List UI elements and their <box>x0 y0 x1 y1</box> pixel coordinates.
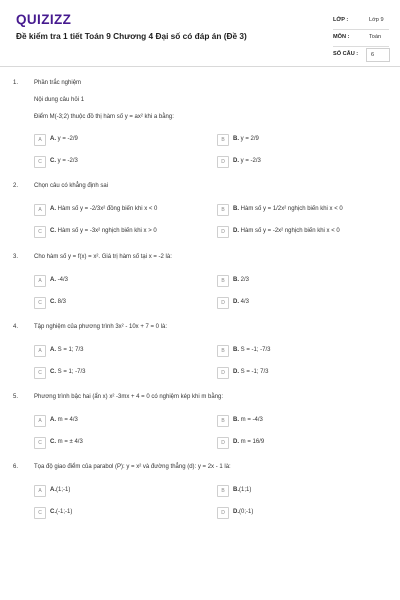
option-a[interactable] <box>34 415 184 428</box>
option-label: B. <box>233 487 239 493</box>
option-text: m = ± 4/3 <box>57 439 83 445</box>
option-label: D. <box>233 509 239 515</box>
option-letter-box: D <box>217 297 229 309</box>
option-text: m = 4/3 <box>57 417 78 423</box>
question-text: Tập nghiệm của phương trình 3x² - 10x + 7 = 0 là: <box>34 324 168 330</box>
option-letter-box: D <box>217 437 229 449</box>
option-a[interactable] <box>34 345 184 358</box>
option-text: (1;-1) <box>56 487 71 493</box>
option-b[interactable] <box>217 134 367 147</box>
question-text: Phương trình bậc hai (ẩn x) x² -3mx + 4 = 0 có nghiệm kép khi m bằng: <box>34 394 224 400</box>
option-text: (0;-1) <box>239 509 254 515</box>
worksheet-title: Đề kiểm tra 1 tiết Toán 9 Chương 4 Đại số có đáp án (Đề 3) <box>16 31 247 41</box>
option-text: (1;1) <box>239 487 252 493</box>
option-c[interactable] <box>34 226 184 239</box>
option-letter-box: C <box>34 226 46 238</box>
question-number: 1. <box>13 80 19 86</box>
option-letter-box: C <box>34 437 46 449</box>
question-text: Điểm M(-3;2) thuộc đồ thị hàm số y = ax² khi a bằng: <box>34 114 174 120</box>
option-label: A. <box>50 347 56 353</box>
option-c[interactable] <box>34 507 184 520</box>
meta-row-count <box>333 47 389 63</box>
option-b[interactable] <box>217 485 367 498</box>
option-letter-box: C <box>34 297 46 309</box>
question-text: Cho hàm số y = f(x) = x². Giá trị hàm số tại x = -2 là: <box>34 254 172 260</box>
option-label: B. <box>233 417 239 423</box>
quizizz-logo: QUIZIZZ <box>16 12 72 27</box>
option-label: D. <box>233 369 239 375</box>
option-label: C. <box>50 299 56 305</box>
option-letter-box: D <box>217 507 229 519</box>
option-text: 4/3 <box>240 299 250 305</box>
option-letter-box: A <box>34 204 46 216</box>
question-text: Tọa độ giao điểm của parabol (P): y = x² và đường thẳng (d): y = 2x - 1 là: <box>34 464 231 470</box>
option-text: Hàm số y = 1/2x² nghịch biến khi x < 0 <box>240 206 343 212</box>
option-text: Hàm số y = -2/3x² đồng biến khi x < 0 <box>57 206 158 212</box>
option-letter-box: B <box>217 134 229 146</box>
option-label: A. <box>50 206 56 212</box>
option-letter-box: C <box>34 156 46 168</box>
option-text: Hàm số y = -3x² nghịch biến khi x > 0 <box>57 228 157 234</box>
option-d[interactable] <box>217 156 367 169</box>
option-letter-box: A <box>34 415 46 427</box>
option-label: B. <box>233 277 239 283</box>
question-text: Chọn câu có khẳng định sai <box>34 183 109 189</box>
option-d[interactable] <box>217 297 367 310</box>
option-text: Hàm số y = -2x² nghịch biến khi x < 0 <box>240 228 340 234</box>
option-a[interactable] <box>34 275 184 288</box>
option-text: S = -1; 7/3 <box>240 369 269 375</box>
option-label: D. <box>233 158 239 164</box>
option-c[interactable] <box>34 437 184 450</box>
option-label: A. <box>50 277 56 283</box>
question-number: 2. <box>13 183 19 189</box>
meta-value: Toán <box>369 34 382 40</box>
meta-label: LỚP : <box>333 17 349 23</box>
option-d[interactable] <box>217 437 367 450</box>
option-b[interactable] <box>217 415 367 428</box>
option-text: 2/3 <box>240 277 250 283</box>
option-text: S = 1; -7/3 <box>57 369 86 375</box>
option-letter-box: B <box>217 204 229 216</box>
option-letter-box: B <box>217 345 229 357</box>
option-letter-box: C <box>34 507 46 519</box>
option-b[interactable] <box>217 275 367 288</box>
option-a[interactable] <box>34 134 184 147</box>
option-letter-box: B <box>217 275 229 287</box>
question-number: 4. <box>13 324 19 330</box>
meta-table <box>333 13 389 63</box>
meta-value: 6 <box>366 48 390 62</box>
meta-row-class <box>333 13 389 30</box>
option-letter-box: D <box>217 226 229 238</box>
question-text: Phần trắc nghiệm <box>34 80 82 86</box>
option-text: y = -2/3 <box>240 158 261 164</box>
option-label: C. <box>50 228 56 234</box>
option-letter-box: D <box>217 156 229 168</box>
meta-row-subject <box>333 30 389 47</box>
option-label: B. <box>233 347 239 353</box>
option-label: C. <box>50 369 56 375</box>
option-d[interactable] <box>217 226 367 239</box>
option-text: (-1;-1) <box>56 509 73 515</box>
option-letter-box: A <box>34 275 46 287</box>
option-label: B. <box>233 206 239 212</box>
option-b[interactable] <box>217 204 367 217</box>
option-text: S = 1; 7/3 <box>57 347 84 353</box>
option-text: y = -2/9 <box>57 136 78 142</box>
option-c[interactable] <box>34 297 184 310</box>
option-letter-box: A <box>34 134 46 146</box>
option-b[interactable] <box>217 345 367 358</box>
option-label: C. <box>50 509 56 515</box>
question-number: 3. <box>13 254 19 260</box>
option-text: m = -4/3 <box>240 417 263 423</box>
option-letter-box: C <box>34 367 46 379</box>
option-a[interactable] <box>34 204 184 217</box>
option-text: m = 16/9 <box>240 439 265 445</box>
meta-value: Lớp 9 <box>369 17 384 23</box>
option-label: A. <box>50 417 56 423</box>
option-c[interactable] <box>34 156 184 169</box>
meta-label: MÔN : <box>333 34 350 40</box>
question-text: Nội dung câu hỏi 1 <box>34 97 85 103</box>
option-label: A. <box>50 487 56 493</box>
question-number: 5. <box>13 394 19 400</box>
option-text: 8/3 <box>57 299 67 305</box>
option-letter-box: A <box>34 345 46 357</box>
meta-label: SỐ CÂU : <box>333 51 359 57</box>
option-letter-box: A <box>34 485 46 497</box>
option-text: S = -1; -7/3 <box>240 347 271 353</box>
option-text: y = 2/9 <box>240 136 259 142</box>
option-label: D. <box>233 299 239 305</box>
option-d[interactable] <box>217 507 367 520</box>
option-label: D. <box>233 439 239 445</box>
option-label: B. <box>233 136 239 142</box>
option-letter-box: B <box>217 415 229 427</box>
option-label: C. <box>50 158 56 164</box>
option-label: A. <box>50 136 56 142</box>
option-text: y = -2/3 <box>57 158 78 164</box>
option-text: -4/3 <box>57 277 69 283</box>
question-number: 6. <box>13 464 19 470</box>
option-letter-box: D <box>217 367 229 379</box>
option-letter-box: B <box>217 485 229 497</box>
option-label: D. <box>233 228 239 234</box>
option-label: C. <box>50 439 56 445</box>
option-d[interactable] <box>217 367 367 380</box>
option-a[interactable] <box>34 485 184 498</box>
worksheet-header <box>0 0 400 67</box>
option-c[interactable] <box>34 367 184 380</box>
